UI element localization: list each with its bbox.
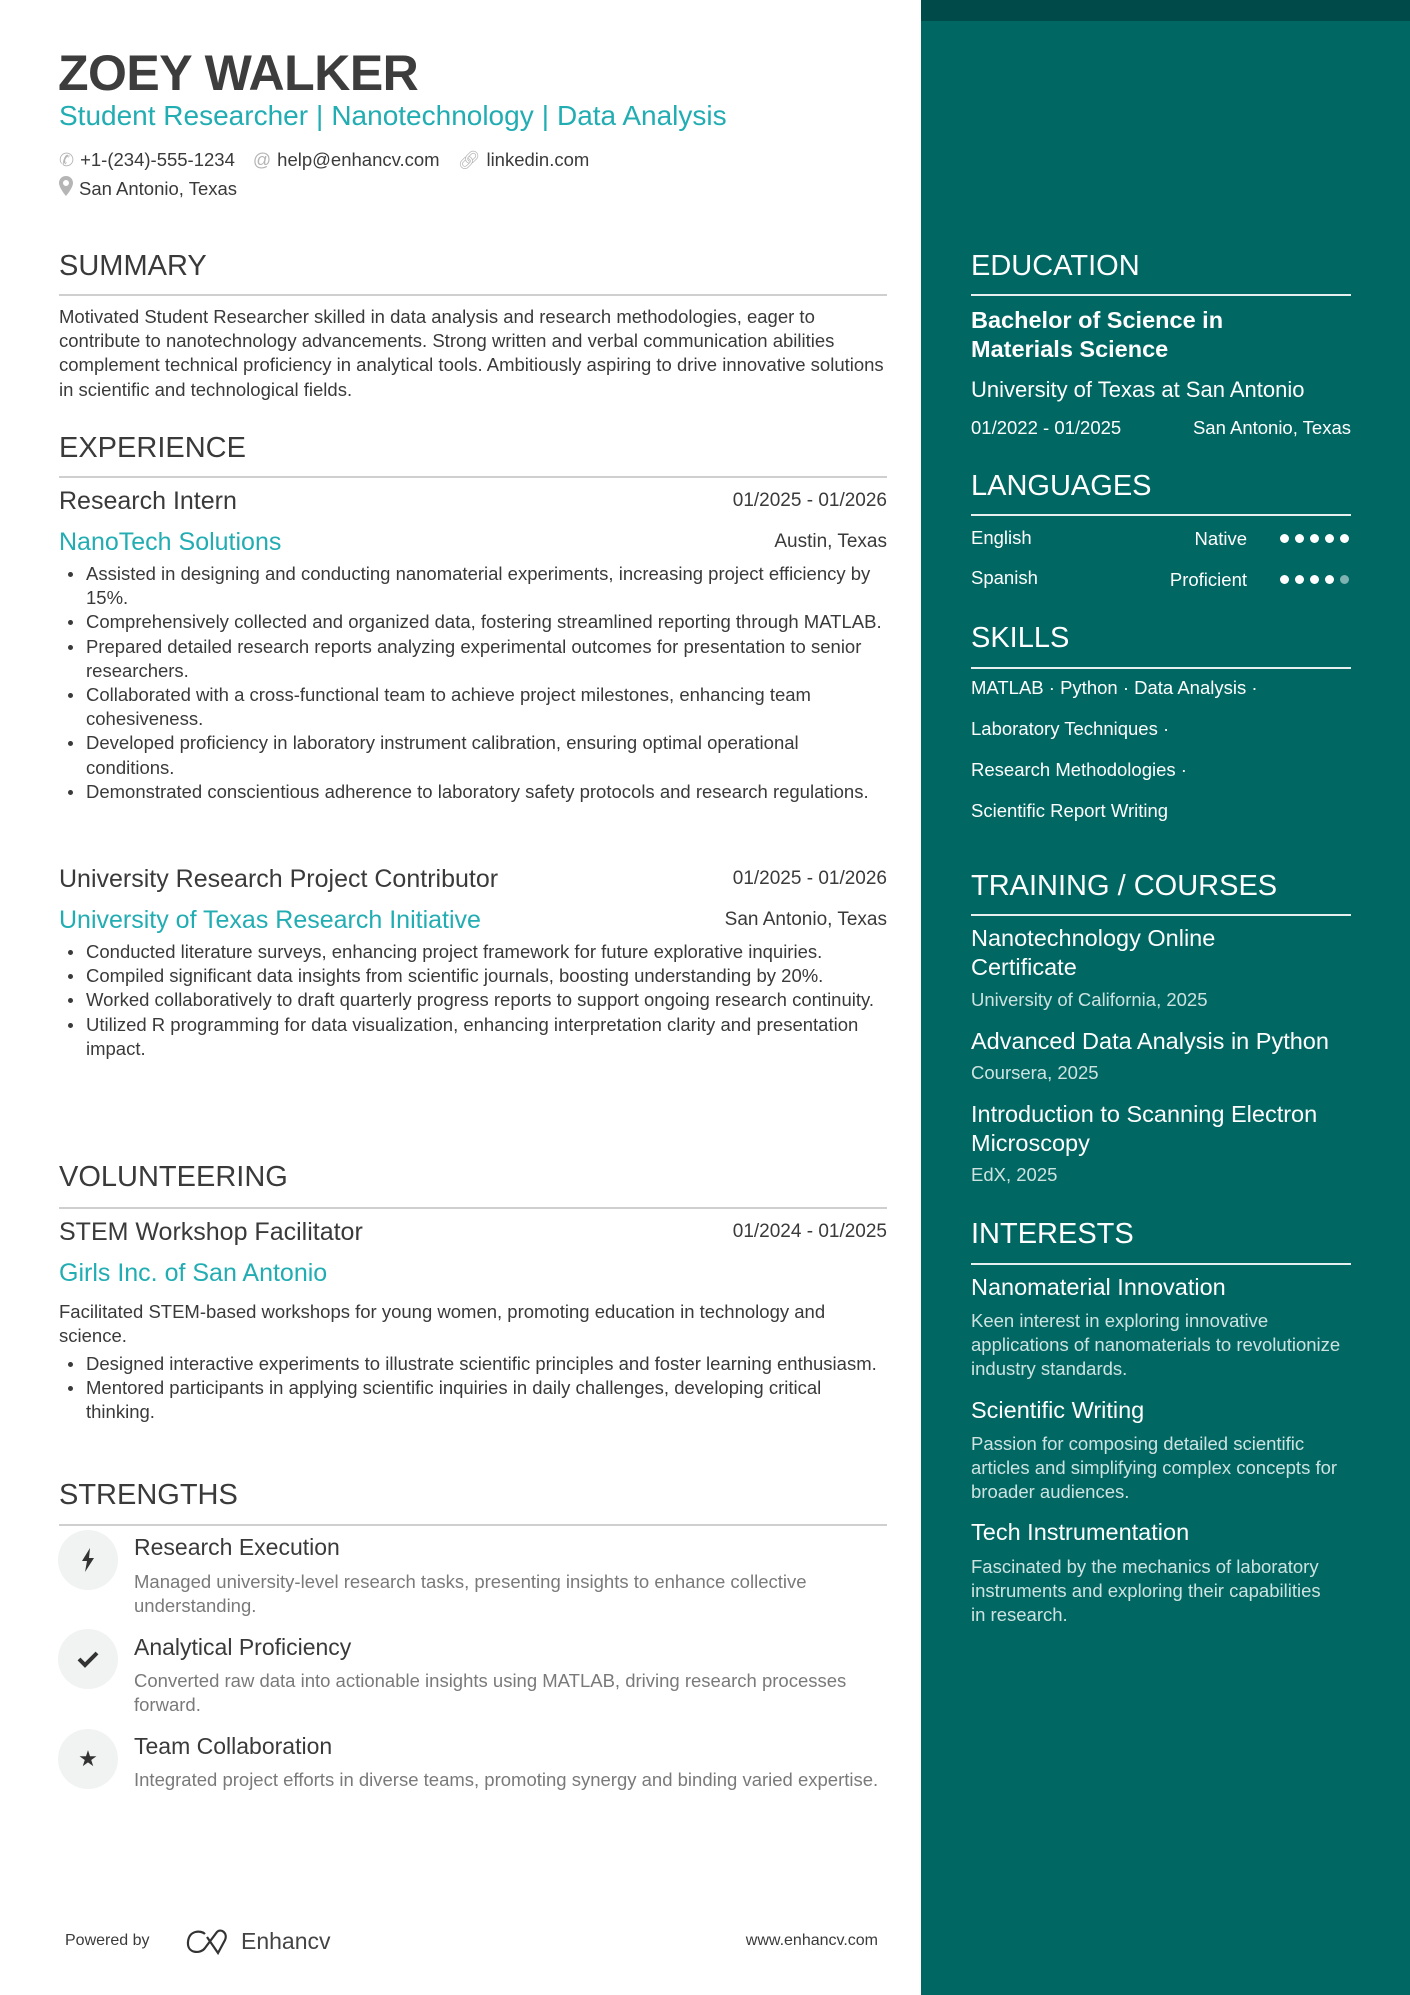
contact-row-location <box>59 176 237 202</box>
contact-row <box>59 148 589 172</box>
section-heading-training: TRAINING / COURSES <box>971 868 1351 916</box>
language-name: Spanish <box>971 567 1038 588</box>
job-dates: 01/2025 - 01/2026 <box>732 490 887 511</box>
strength-desc: Managed university-level research tasks, presenting insights to enhance collective understanding. <box>134 1571 807 1617</box>
rating-dot-filled <box>1280 575 1289 584</box>
language-rating <box>1280 534 1349 543</box>
course-title: Introduction to Scanning Electron Microscopy <box>971 1101 1318 1156</box>
strength-desc: Converted raw data into actionable insights using MATLAB, driving research processes forward. <box>134 1670 847 1716</box>
section-heading-strengths: STRENGTHS <box>59 1477 887 1526</box>
rating-dot-filled <box>1310 575 1319 584</box>
course-provider: Coursera, 2025 <box>971 1062 1099 1083</box>
bullet: Assisted in designing and conducting nanomaterial experiments, increasing project efficiency by 15%. <box>59 562 887 610</box>
strength-title: Analytical Proficiency <box>134 1634 352 1660</box>
strength-title: Research Execution <box>134 1534 340 1560</box>
company-name[interactable]: University of Texas Research Initiative <box>59 906 481 934</box>
bullet: Collaborated with a cross-functional team to achieve project milestones, enhancing team cohesiveness. <box>59 683 887 731</box>
rating-dot-filled <box>1310 534 1319 543</box>
skill-line: MATLAB · Python · Data Analysis · <box>971 677 1258 698</box>
contact-location <box>59 176 237 202</box>
enhancv-logo[interactable] <box>185 1928 331 1955</box>
summary-text: Motivated Student Researcher skilled in data analysis and research methodologies, eager to contribute to nanotechnology advancements. Strong written and verbal communication abilities complement technical proficiency in analytical tools. Ambitiously aspiring to drive innovative solutions in scientific and technological fields. <box>59 306 884 400</box>
section-heading-volunteering: VOLUNTEERING <box>59 1159 887 1209</box>
bullet: Utilized R programming for data visualization, enhancing interpretation clarity and presentation impact. <box>59 1013 887 1061</box>
bolt-icon <box>58 1530 118 1590</box>
skill-line: Laboratory Techniques · <box>971 718 1170 739</box>
enhancv-logo-icon <box>185 1929 231 1955</box>
skill-line: Research Methodologies · <box>971 759 1187 780</box>
check-icon <box>58 1629 118 1689</box>
bullet: Comprehensively collected and organized data, fostering streamlined reporting through MATLAB. <box>59 610 887 634</box>
location-text: San Antonio, Texas <box>79 178 238 199</box>
degree-title: Bachelor of Science in Materials Science <box>971 307 1224 362</box>
language-level: Native <box>1194 528 1247 549</box>
section-heading-languages: LANGUAGES <box>971 468 1351 516</box>
bullet: Mentored participants in applying scientific inquiries in daily challenges, developing critical thinking. <box>59 1376 887 1424</box>
link-icon: 🔗︎ <box>457 150 481 170</box>
job-location: San Antonio, Texas <box>724 909 887 930</box>
rating-dot-filled <box>1325 575 1334 584</box>
at-icon: @ <box>252 150 272 170</box>
rating-dot-filled <box>1280 534 1289 543</box>
course-provider: EdX, 2025 <box>971 1164 1058 1185</box>
job-title: University Research Project Contributor <box>59 865 499 893</box>
interest-title: Scientific Writing <box>971 1397 1145 1423</box>
contact-linkedin[interactable] <box>458 148 590 172</box>
bullet: Prepared detailed research reports analyzing experimental outcomes for presentation to senior researchers. <box>59 635 887 683</box>
interest-title: Nanomaterial Innovation <box>971 1274 1226 1300</box>
section-heading-interests: INTERESTS <box>971 1216 1351 1265</box>
volunteer-role: STEM Workshop Facilitator <box>59 1218 363 1246</box>
company-name[interactable]: NanoTech Solutions <box>59 528 282 556</box>
section-heading-education: EDUCATION <box>971 248 1351 296</box>
contact-phone[interactable] <box>59 148 235 172</box>
sidebar-top-strip <box>921 0 1410 21</box>
location-pin-icon <box>59 176 73 202</box>
bullet: Conducted literature surveys, enhancing project framework for future explorative inquiries. <box>59 940 887 964</box>
title-part: Nanotechnology <box>331 100 534 131</box>
contact-email[interactable] <box>253 148 440 172</box>
candidate-title <box>59 99 727 133</box>
education-location: San Antonio, Texas <box>1192 417 1351 438</box>
interest-desc: Passion for composing detailed scientific articles and simplifying complex concepts for broader audiences. <box>971 1433 1338 1502</box>
powered-by-label: Powered by <box>65 1932 150 1949</box>
volunteer-org[interactable]: Girls Inc. of San Antonio <box>59 1259 328 1287</box>
rating-dot-filled <box>1340 534 1349 543</box>
section-heading-summary: SUMMARY <box>59 248 887 296</box>
section-heading-experience: EXPERIENCE <box>59 430 887 478</box>
phone-text: +1-(234)-555-1234 <box>80 149 235 170</box>
rating-dot-empty <box>1340 575 1349 584</box>
title-separator: | <box>541 100 549 131</box>
linkedin-text: linkedin.com <box>486 149 590 170</box>
title-part: Data Analysis <box>556 100 727 131</box>
job-title: Research Intern <box>59 487 237 515</box>
bullet: Compiled significant data insights from scientific journals, boosting understanding by 20%. <box>59 964 887 988</box>
section-heading-skills: SKILLS <box>971 620 1351 669</box>
title-separator: | <box>316 100 324 131</box>
strength-title: Team Collaboration <box>134 1733 333 1759</box>
star-icon: ★ <box>58 1729 118 1789</box>
volunteer-description: Facilitated STEM-based workshops for young women, promoting education in technology and science. <box>59 1301 826 1347</box>
rating-dot-filled <box>1295 534 1304 543</box>
strength-desc: Integrated project efforts in diverse teams, promoting synergy and binding varied expertise. <box>134 1769 879 1790</box>
title-part: Student Researcher <box>59 100 309 131</box>
interest-desc: Fascinated by the mechanics of laboratory instruments and exploring their capabilities in research. <box>971 1556 1321 1625</box>
school-name: University of Texas at San Antonio <box>971 377 1305 402</box>
language-level: Proficient <box>1169 569 1247 590</box>
footer-url[interactable]: www.enhancv.com <box>745 1932 878 1949</box>
job-dates: 01/2025 - 01/2026 <box>732 868 887 889</box>
language-name: English <box>971 527 1032 548</box>
job-location: Austin, Texas <box>774 531 887 552</box>
candidate-name: ZOEY WALKER <box>58 45 419 101</box>
enhancv-brand: Enhancv <box>241 1928 331 1954</box>
education-dates: 01/2022 - 01/2025 <box>971 417 1122 438</box>
phone-icon: ✆ <box>59 150 75 170</box>
job-bullets <box>59 940 887 1061</box>
rating-dot-filled <box>1325 534 1334 543</box>
bullet: Demonstrated conscientious adherence to laboratory safety protocols and research regulations. <box>59 780 887 804</box>
skill-line: Scientific Report Writing <box>971 800 1169 821</box>
course-provider: University of California, 2025 <box>971 989 1208 1010</box>
course-title: Advanced Data Analysis in Python <box>971 1028 1329 1054</box>
course-title: Nanotechnology Online Certificate <box>971 925 1216 980</box>
volunteer-dates: 01/2024 - 01/2025 <box>732 1221 887 1242</box>
interest-desc: Keen interest in exploring innovative applications of nanomaterials to revolutionize industry standards. <box>971 1310 1341 1379</box>
bullet: Designed interactive experiments to illustrate scientific principles and foster learning enthusiasm. <box>59 1352 887 1376</box>
bullet: Developed proficiency in laboratory instrument calibration, ensuring optimal operational conditions. <box>59 731 887 779</box>
language-rating <box>1280 575 1349 584</box>
job-bullets <box>59 562 887 804</box>
bullet: Worked collaboratively to draft quarterly progress reports to support ongoing research continuity. <box>59 988 887 1012</box>
volunteer-bullets <box>59 1352 887 1425</box>
rating-dot-filled <box>1295 575 1304 584</box>
email-text: help@enhancv.com <box>277 149 440 170</box>
interest-title: Tech Instrumentation <box>971 1519 1190 1545</box>
